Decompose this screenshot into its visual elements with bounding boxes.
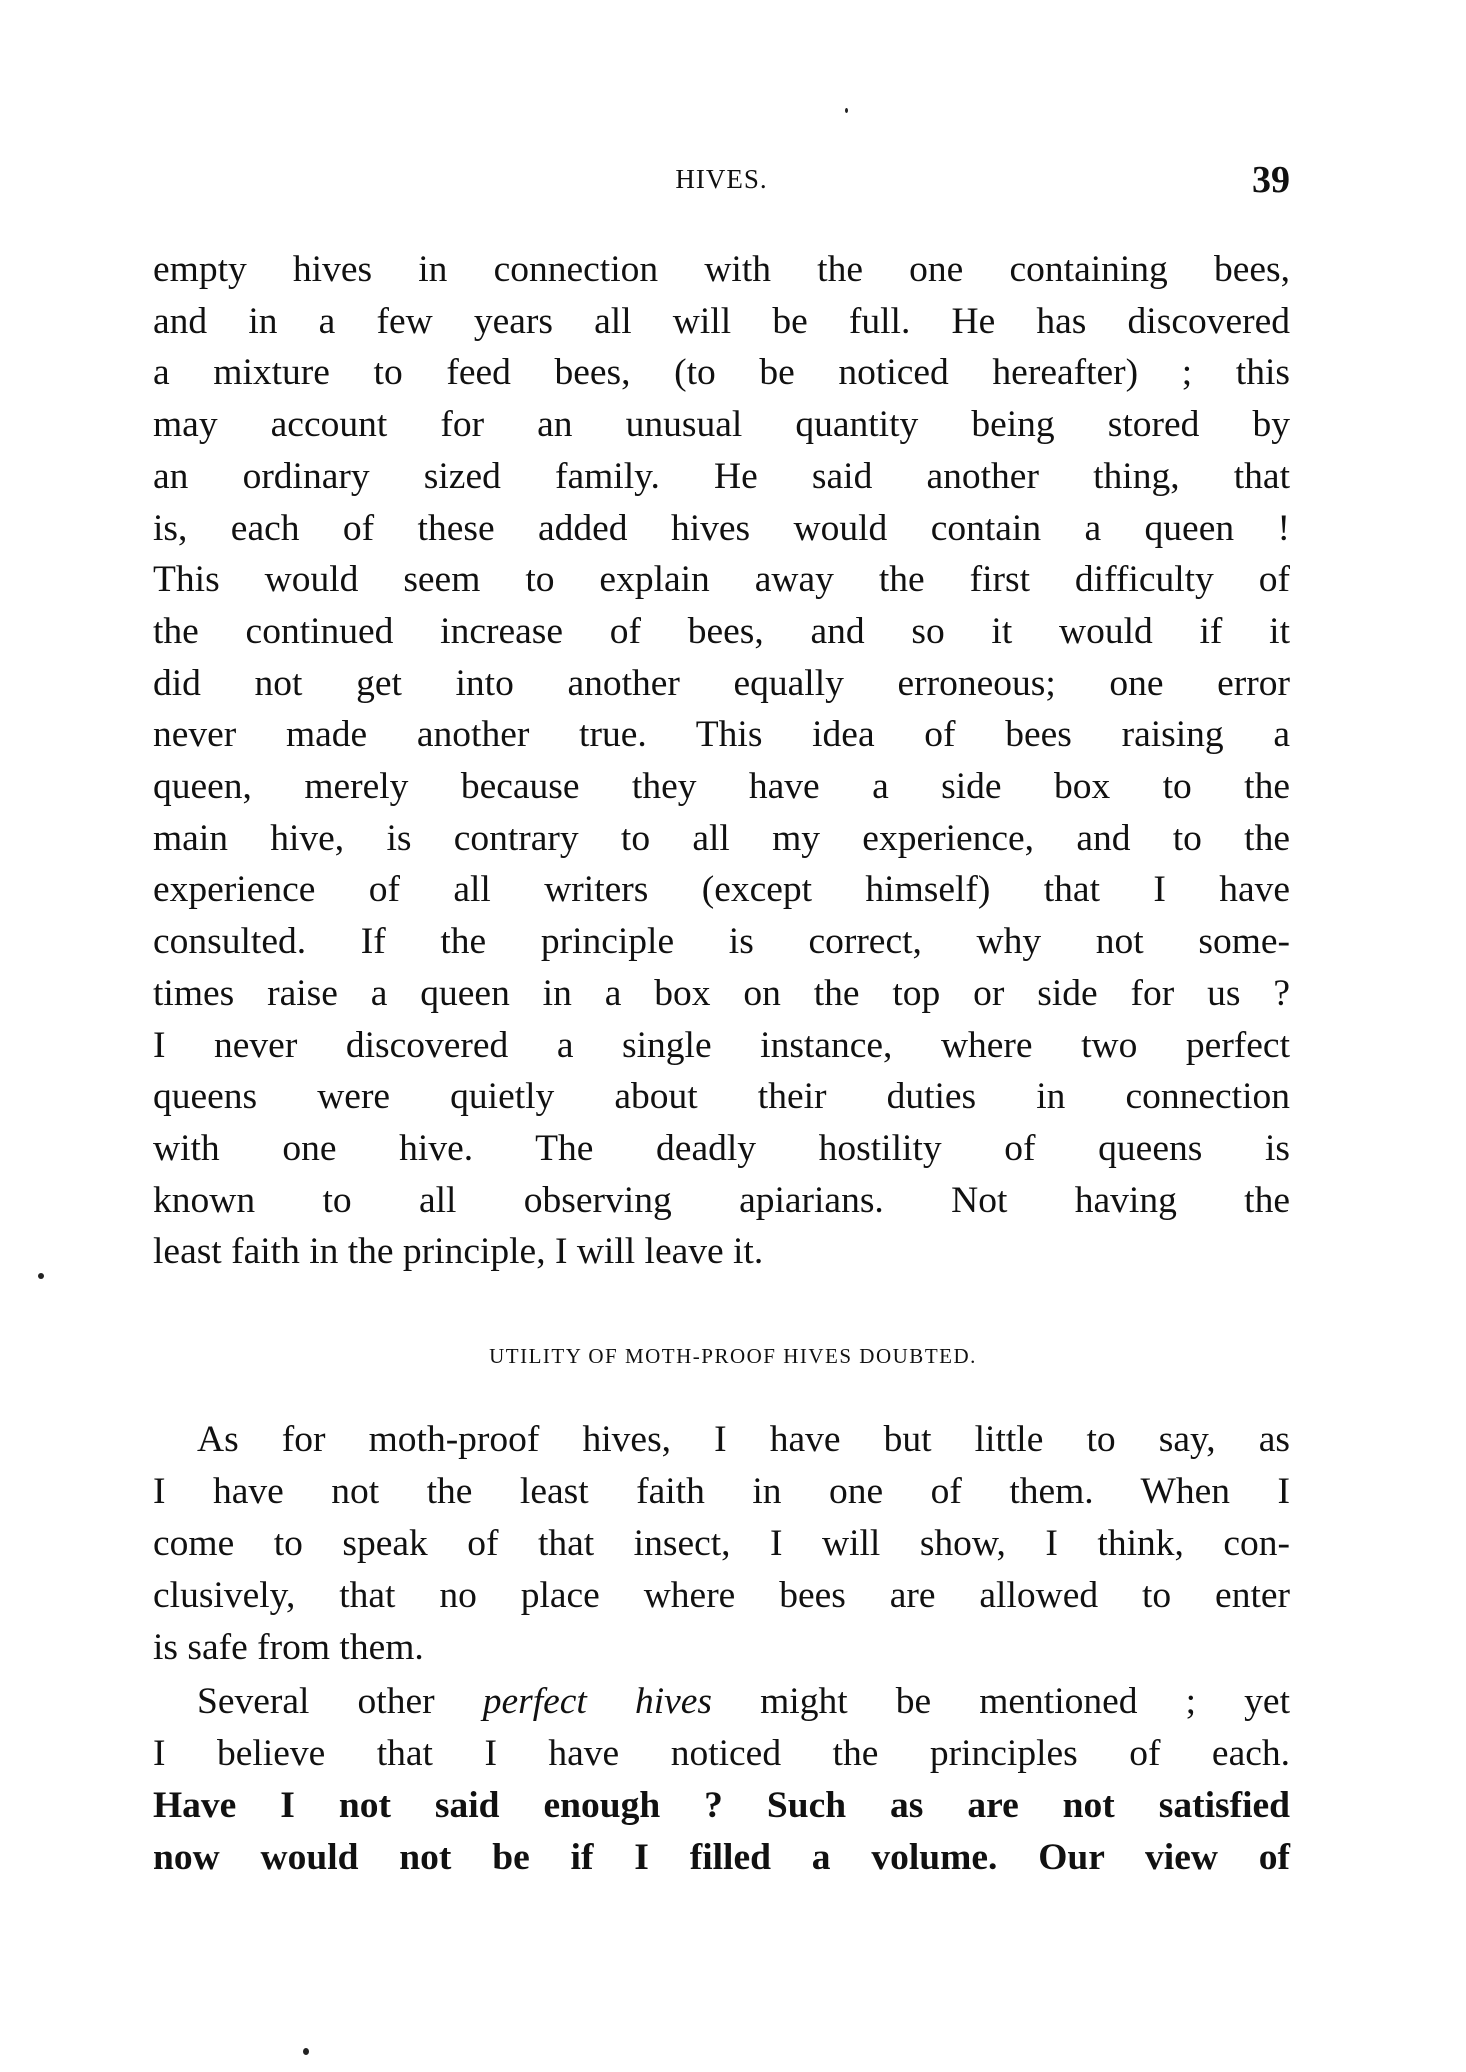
text-line-content: least faith in the principle, I will leave it. — [153, 1231, 764, 1273]
text-line — [153, 864, 1290, 916]
text-line — [153, 554, 1290, 606]
text-line-content: clusively, that no place where bees are allowed to enter — [153, 1575, 1290, 1616]
text-line-content: never made another true. This idea of bees raising a — [153, 714, 1290, 756]
text-line-content: may account for an unusual quantity being stored by — [153, 404, 1290, 446]
text-line — [153, 658, 1290, 710]
text-line — [153, 1466, 1290, 1518]
text-line-content: with one hive. The deadly hostility of queens is — [153, 1127, 1290, 1169]
text-line — [153, 1780, 1290, 1832]
text-run: Several other — [197, 1681, 483, 1722]
text-line — [153, 1570, 1290, 1622]
italic-text: perfect hives — [482, 1681, 712, 1722]
text-line-content: a mixture to feed bees, (to be noticed hereafter) ; this — [153, 352, 1290, 394]
running-head: HIVES. — [675, 164, 768, 194]
text-line — [153, 1226, 1290, 1278]
page-number: 39 — [1252, 159, 1290, 201]
text-line-content: did not get into another equally erroneous; one error — [153, 662, 1290, 704]
text-line-content: times raise a queen in a box on the top or side for us ? — [153, 972, 1290, 1014]
text-line-content: come to speak of that insect, I will show, I think, con- — [153, 1523, 1290, 1564]
text-line — [153, 399, 1290, 451]
text-line-content: empty hives in connection with the one containing bees, — [153, 249, 1290, 290]
text-line-content: I never discovered a single instance, where two perfect — [153, 1024, 1290, 1066]
text-line — [153, 1676, 1290, 1728]
text-line-content: experience of all writers (except himself) that I have — [153, 869, 1290, 911]
text-line — [153, 1728, 1290, 1780]
text-line — [153, 1175, 1290, 1227]
text-line-content: Have I not said enough ? Such as are not satisfied — [153, 1785, 1290, 1826]
text-line-content: I believe that I have noticed the principles of each. — [153, 1733, 1290, 1774]
text-line — [153, 296, 1290, 348]
text-line — [153, 347, 1290, 399]
text-line — [153, 1414, 1290, 1466]
text-line — [153, 1123, 1290, 1175]
text-line — [153, 1832, 1290, 1884]
text-line-content: As for moth-proof hives, I have but little to say, as — [197, 1419, 1290, 1460]
text-line — [153, 1020, 1290, 1072]
text-line-content: the continued increase of bees, and so it would if it — [153, 610, 1290, 652]
section-subheading: UTILITY OF MOTH-PROOF HIVES DOUBTED. — [489, 1344, 977, 1368]
text-line-content: consulted. If the principle is correct, why not some- — [153, 921, 1290, 963]
text-line-content: queen, merely because they have a side box to the — [153, 766, 1290, 807]
text-run: might be mentioned ; yet — [712, 1681, 1290, 1722]
text-line-content: queens were quietly about their duties in connection — [153, 1076, 1290, 1118]
text-line — [153, 1518, 1290, 1570]
text-line-content: I have not the least faith in one of them. When I — [153, 1471, 1290, 1512]
text-line-content: an ordinary sized family. He said another thing, that — [153, 455, 1290, 497]
text-line-content: known to all observing apiarians. Not having the — [153, 1179, 1290, 1221]
text-line — [153, 968, 1290, 1020]
print-speck — [38, 1273, 44, 1279]
text-line-content: This would seem to explain away the first difficulty of — [153, 559, 1290, 601]
text-line-content: now would not be if I filled a volume. Our view of — [153, 1837, 1290, 1878]
text-line — [153, 606, 1290, 658]
text-line-content: and in a few years all will be full. He has discovered — [153, 300, 1290, 342]
text-line-content: main hive, is contrary to all my experience, and to the — [153, 817, 1290, 859]
text-line — [153, 1622, 1290, 1674]
print-speck — [303, 2048, 309, 2055]
text-line — [153, 1071, 1290, 1123]
text-line — [153, 503, 1290, 555]
print-speck — [845, 108, 848, 113]
text-line — [153, 761, 1290, 813]
text-line — [153, 709, 1290, 761]
text-line — [153, 244, 1290, 296]
text-line — [153, 451, 1290, 503]
text-line-content: is safe from them. — [153, 1627, 424, 1668]
text-line-content: is, each of these added hives would contain a queen ! — [153, 507, 1290, 549]
text-line — [153, 916, 1290, 968]
page-header — [153, 158, 1290, 208]
text-line — [153, 813, 1290, 865]
